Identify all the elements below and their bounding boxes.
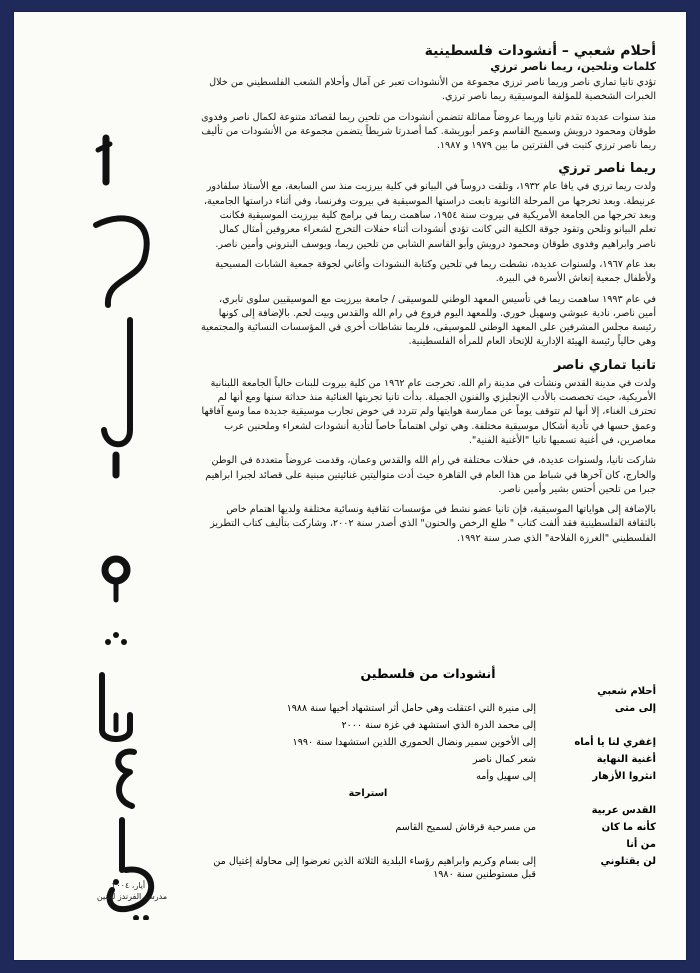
song-row xyxy=(200,700,656,717)
intro-paragraph-1: تؤدي تانيا تماري ناصر وريما ناصر ترزي مجموعة من الأنشودات تعبر عن آمال وأحلام الشعب الفلسطيني من خلال الخبرات الشخصية للمؤلفة الموسيقية ريما ناصر ترزي. xyxy=(209,77,656,103)
tania-paragraph-3: بالإضافة إلى هواياتها الموسيقية، فإن تانيا عضو نشط في مؤسسات ثقافية ونسائية مختلفة ولديها اهتمام خاص بالثقافة الفلسطينية فقد ألفت كتاب " طلع الرخص والحنون" الذي أصدر سنة ٢٠٠٢، وشاركت بتأليف كتاب التطريز الفلسطيني "الغرزة الفلاحة" الذي صدر سنة ١٩٩٢. xyxy=(210,504,656,544)
song-row xyxy=(200,683,656,700)
main-content xyxy=(200,42,656,552)
songs-heading: أنشودات من فلسطين xyxy=(360,666,496,681)
song-row xyxy=(200,819,656,836)
song-description: إلى منيرة التي اعتقلت وهي حامل أثر استشهاد أخيها سنة ١٩٨٨ xyxy=(286,703,536,714)
song-title: إغفري لنا يا أماه xyxy=(574,737,656,748)
song-row xyxy=(200,717,656,734)
page-title: أحلام شعبي – أنشودات فلسطينية xyxy=(424,43,656,59)
song-title: أحلام شعبي xyxy=(597,686,656,697)
song-description: شعر كمال ناصر xyxy=(472,754,536,765)
song-title xyxy=(546,785,656,802)
song-description: إلى بسام وكريم وابراهيم رؤساء البلدية الثلاثة الذين تعرضوا إلى محاولة إغتيال من قبل مستوطنين سنة ١٩٨٠ xyxy=(213,856,536,880)
song-row xyxy=(200,802,656,819)
song-description xyxy=(200,683,546,700)
calligraphy-title-artwork xyxy=(86,130,176,920)
tania-paragraph-1: ولدت في مدينة القدس ونشأت في مدينة رام الله. تخرجت عام ١٩٦٢ من كلية بيروت للبنات حالياً الجامعة اللبنانية الأمريكية، حيث تخصصت بالأدب الإنجليزي والفنون الجميلة. بدأت تانيا تجربتها الغنائية منذ حداثة سنها ومع أنها لم تحترف الغناء، إلا أنها لم تتوقف يوماً عن ممارسة هوايتها ولم تتردد في خوض تجارب موسيقية جديدة مما وسع آفاقها وعمق حسها في تأدية أشكال موسيقية مختلفة. وهي تولي اهتماماً خاصاً لتأدية أنشودات لشعراء وملحنين عرب معاصرين، في أغنية تسميها تانيا "الأغنية الفنية". xyxy=(201,377,656,446)
page-subtitle: كلمات وتلحين، ريما ناصر ترزي xyxy=(490,60,656,73)
song-title xyxy=(546,717,656,734)
songs-list xyxy=(200,683,656,883)
tania-heading: تانيا تماري ناصر xyxy=(553,357,656,373)
footer-note xyxy=(92,880,172,902)
song-title: أغنية النهاية xyxy=(596,754,656,765)
song-row xyxy=(200,853,656,883)
song-description xyxy=(200,836,546,853)
rima-paragraph-1: ولدت ريما ترزي في يافا عام ١٩٣٢، وتلقت دروساً في البيانو في كلية بيرزيت منذ سن السابعة، مع الأستاذ سلفادور عرنيطة. وبعد تخرجها من المرحلة الثانوية تابعت دراستها الموسيقية في بيروت وفرنسا، وفي أثناء دراستها الجامعية، وبعد تخرجها من الجامعة الأمريكية في بيروت سنة ١٩٥٤، ساهمت ريما في برامج كلية بيرزيت الموسيقية فكانت تعلم البيانو وتلحن وتقود جوقة الكلية التي كانت تؤدي أنشودات أثناء حفلات التخرج لشعراء معروفين أمثال كمال ناصر وابراهيم وفدوى طوقان ومحمود درويش وأبو القاسم الشابي من تلحين ريما، ويوسف البتروني وأمين ناصر. xyxy=(203,181,656,250)
intermission-label: استراحة xyxy=(348,788,388,799)
rima-paragraph-3: في عام ١٩٩٣ ساهمت ريما في تأسيس المعهد الوطني للموسيقى / جامعة بيرزيت مع الموسيقيين سلوى تابري، أمين ناصر، نادية عبوشي وسهيل خوري. وللمعهد اليوم فروع في رام الله والقدس وبيت لحم. بالإضافة إلى كونها رئيسة مجلس المشرفين على المعهد الوطني للموسيقى، فلريما نشاطات أخرى في المؤسسات النسائية والمجتمعية وهي حالياً رئيسة الهيئة الإدارية للإتحاد العام للمرأة الفلسطينية. xyxy=(200,293,656,348)
rima-paragraph-2: بعد عام ١٩٦٧، ولسنوات عديدة، نشطت ريما في تلحين وكتابة النشودات وأغاني لجوقة جمعية الشابات المسيحية ولأطفال جمعية إنعاش الأسرة في البيرة. xyxy=(215,258,656,285)
footer-venue: مدرسة الفرندز للبنين xyxy=(96,892,168,901)
song-title: كأنه ما كان xyxy=(601,822,656,833)
song-description: إلى محمد الدرة الذي استشهد في غزة سنة ٢٠٠٠ xyxy=(341,720,536,731)
song-title: من أنا xyxy=(626,839,656,850)
song-description: من مسرحية قرقاش لسميح القاسم xyxy=(395,822,536,833)
tania-paragraph-2: شاركت تانيا، ولسنوات عديدة، في حفلات مختلفة في رام الله والقدس وعمان، وقدمت عروضاً متعددة في الوطن والخارج، كان آخرها في شباط من هذا العام في القاهرة حيث أدت متواليتين غنائيتين مبنية على قصائد لجبرا ابراهيم جبرا من تلحين أحتس بشير وأمين ناصر. xyxy=(205,455,656,495)
song-title: القدس عربية xyxy=(591,805,656,816)
song-title: انثروا الأزهار xyxy=(592,771,656,782)
song-row xyxy=(200,751,656,768)
intermission-row xyxy=(200,785,656,802)
document-page xyxy=(14,12,686,960)
rima-heading: ريما ناصر ترزي xyxy=(558,161,656,177)
footer-date: ١ أيار، ٢٠٠٤ xyxy=(112,881,152,890)
song-row xyxy=(200,836,656,853)
song-description xyxy=(200,802,546,819)
vertical-calligraphy-svg xyxy=(86,130,176,920)
song-title: لن يقتلوني xyxy=(600,856,656,867)
song-title: إلى متى xyxy=(614,703,656,714)
song-row xyxy=(200,768,656,785)
song-description: إلى الأخوين سمير ونضال الحموري اللذين استشهدا سنة ١٩٩٠ xyxy=(292,737,536,748)
song-description: إلى سهيل وأمه xyxy=(476,771,536,782)
intro-paragraph-2: منذ سنوات عديدة تقدم تانيا وريما عروضاً مماثلة تتضمن أنشودات من تلحين ريما لقصائد متنوعة لكمال ناصر وفدوى طوقان ومحمود درويش وسميح القاسم وعمر أبوريشة. كما أصدرتا شريطاً يتضمن مجموعة من الأنشودات من تأليف ريما ناصر ترزي كتبت في الفترتين ما بين ١٩٧٩ و ١٩٨٧. xyxy=(201,111,656,152)
song-row xyxy=(200,734,656,751)
